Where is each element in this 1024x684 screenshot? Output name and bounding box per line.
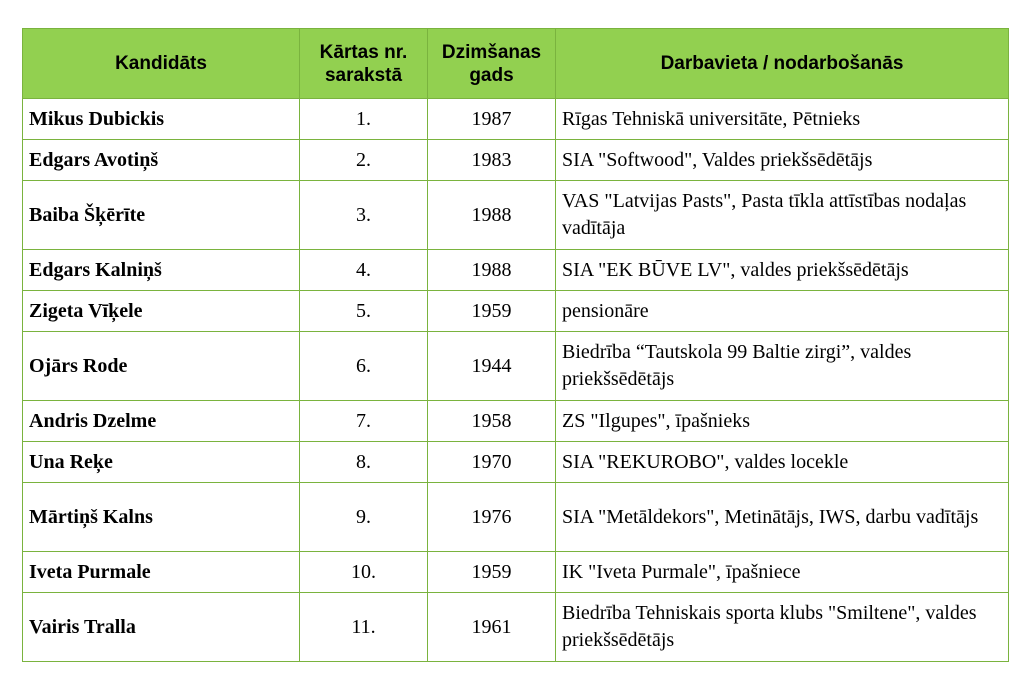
birth-year: 1944 [428,332,556,401]
candidate-name: Vairis Tralla [23,593,300,662]
occupation: VAS "Latvijas Pasts", Pasta tīkla attīstības nodaļas vadītāja [556,181,1009,250]
occupation: SIA "Softwood", Valdes priekšsēdētājs [556,140,1009,181]
list-number: 9. [300,483,428,552]
table-row [23,140,1009,181]
header-list-number: Kārtas nr. sarakstā [300,29,428,99]
birth-year: 1959 [428,291,556,332]
table-row [23,332,1009,401]
candidate-name: Una Reķe [23,442,300,483]
candidate-name: Edgars Kalniņš [23,250,300,291]
birth-year: 1987 [428,99,556,140]
occupation: Rīgas Tehniskā universitāte, Pētnieks [556,99,1009,140]
list-number: 1. [300,99,428,140]
list-number: 4. [300,250,428,291]
occupation: pensionāre [556,291,1009,332]
header-occupation: Darbavieta / nodarbošanās [556,29,1009,99]
table-row [23,483,1009,552]
occupation: SIA "Metāldekors", Metinātājs, IWS, darbu vadītājs [556,483,1009,552]
birth-year: 1970 [428,442,556,483]
occupation: Biedrība “Tautskola 99 Baltie zirgi”, valdes priekšsēdētājs [556,332,1009,401]
table-row [23,291,1009,332]
birth-year: 1961 [428,593,556,662]
candidate-name: Andris Dzelme [23,401,300,442]
candidate-name: Baiba Šķērīte [23,181,300,250]
occupation: IK "Iveta Purmale", īpašniece [556,552,1009,593]
table-row [23,593,1009,662]
candidate-name: Ojārs Rode [23,332,300,401]
candidate-name: Edgars Avotiņš [23,140,300,181]
birth-year: 1988 [428,181,556,250]
table-row [23,442,1009,483]
list-number: 7. [300,401,428,442]
table-row [23,99,1009,140]
list-number: 5. [300,291,428,332]
candidate-name: Mārtiņš Kalns [23,483,300,552]
birth-year: 1958 [428,401,556,442]
table-row [23,552,1009,593]
list-number: 10. [300,552,428,593]
candidates-table [22,28,1009,662]
birth-year: 1988 [428,250,556,291]
birth-year: 1959 [428,552,556,593]
list-number: 2. [300,140,428,181]
list-number: 3. [300,181,428,250]
list-number: 8. [300,442,428,483]
table-row [23,181,1009,250]
table-row [23,250,1009,291]
header-row [23,29,1009,99]
candidate-name: Mikus Dubickis [23,99,300,140]
list-number: 11. [300,593,428,662]
candidate-name: Zigeta Vīķele [23,291,300,332]
header-candidate: Kandidāts [23,29,300,99]
birth-year: 1983 [428,140,556,181]
occupation: SIA "REKUROBO", valdes locekle [556,442,1009,483]
list-number: 6. [300,332,428,401]
candidate-name: Iveta Purmale [23,552,300,593]
occupation: SIA "EK BŪVE LV", valdes priekšsēdētājs [556,250,1009,291]
birth-year: 1976 [428,483,556,552]
table-row [23,401,1009,442]
occupation: ZS "Ilgupes", īpašnieks [556,401,1009,442]
occupation: Biedrība Tehniskais sporta klubs "Smiltene", valdes priekšsēdētājs [556,593,1009,662]
header-birth-year: Dzimšanas gads [428,29,556,99]
